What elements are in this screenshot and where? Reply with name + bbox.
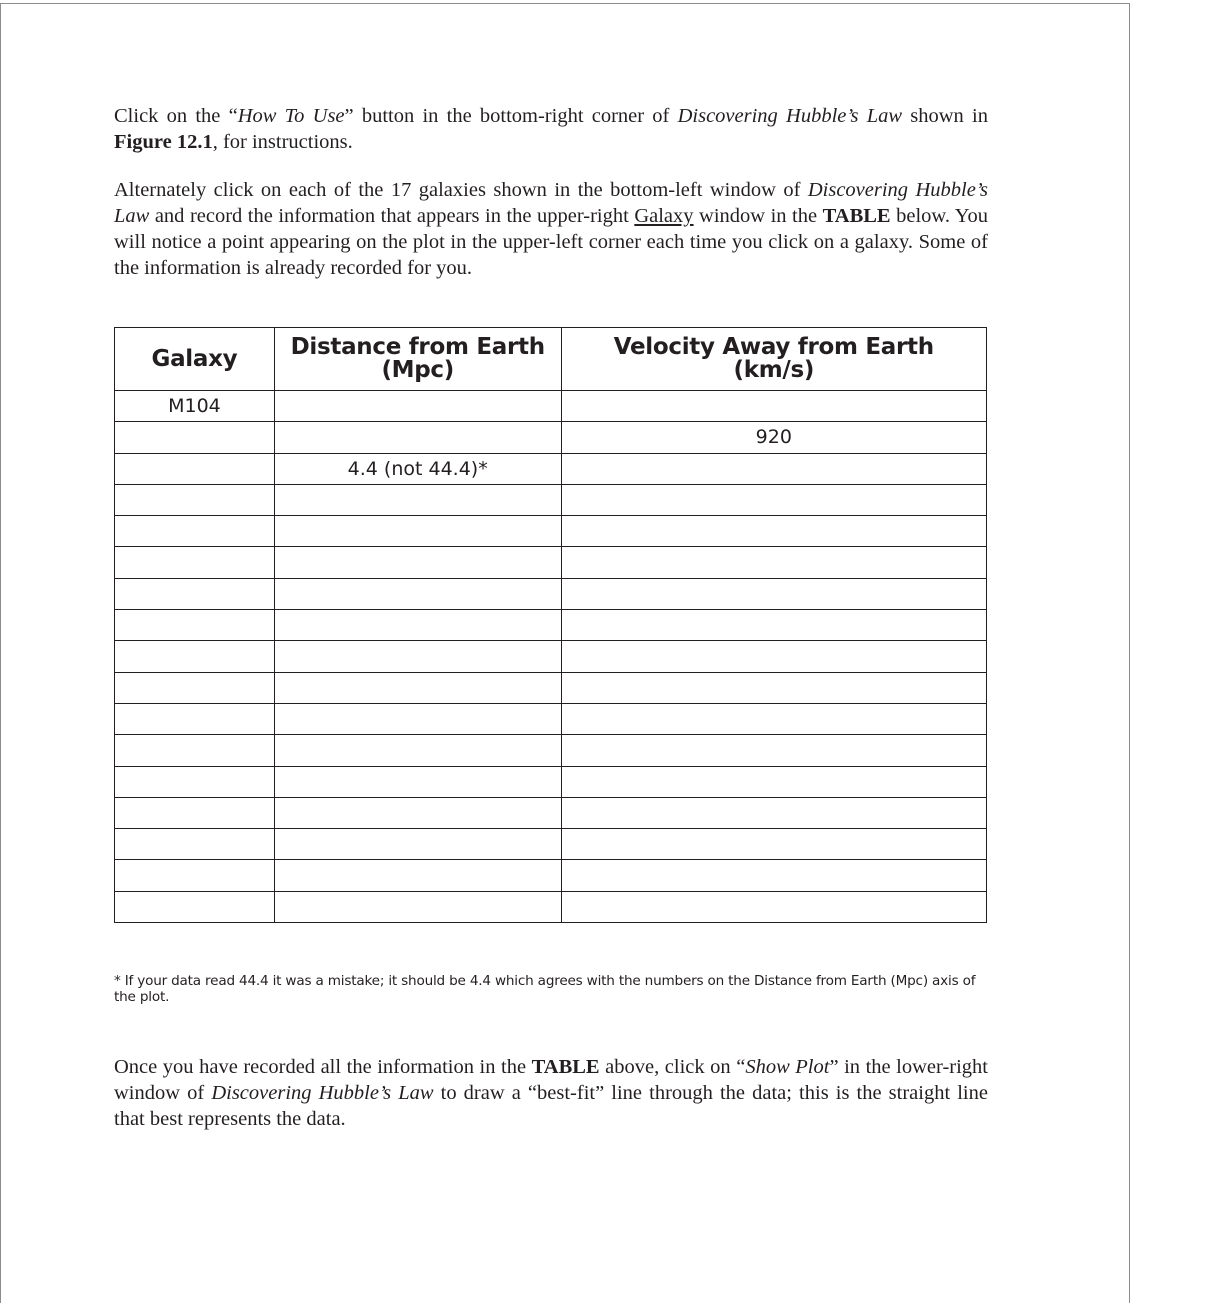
footnote: * If your data read 44.4 it was a mistake; it should be 4.4 which agrees with the numbers on the Distance from Earth (Mpc) axis of the plot. bbox=[114, 973, 976, 1005]
header-galaxy: Galaxy bbox=[115, 328, 275, 391]
cell-galaxy: M104 bbox=[115, 391, 275, 422]
cell-distance bbox=[274, 547, 561, 578]
cell-galaxy bbox=[115, 766, 275, 797]
table-row bbox=[115, 516, 987, 547]
cell-distance bbox=[274, 672, 561, 703]
galaxy-data-table bbox=[114, 327, 987, 923]
cell-velocity bbox=[561, 516, 986, 547]
table-row bbox=[115, 391, 987, 422]
table-row bbox=[115, 766, 987, 797]
cell-velocity bbox=[561, 766, 986, 797]
table-row bbox=[115, 610, 987, 641]
cell-distance: 4.4 (not 44.4)* bbox=[274, 453, 561, 484]
cell-velocity bbox=[561, 672, 986, 703]
cell-galaxy bbox=[115, 422, 275, 453]
cell-velocity bbox=[561, 703, 986, 734]
cell-galaxy bbox=[115, 516, 275, 547]
cell-galaxy bbox=[115, 672, 275, 703]
cell-velocity: 920 bbox=[561, 422, 986, 453]
cell-velocity bbox=[561, 453, 986, 484]
cell-velocity bbox=[561, 547, 986, 578]
cell-velocity bbox=[561, 891, 986, 922]
header-velocity: Velocity Away from Earth (km/s) bbox=[561, 328, 986, 391]
cell-velocity bbox=[561, 641, 986, 672]
cell-distance bbox=[274, 829, 561, 860]
cell-velocity bbox=[561, 829, 986, 860]
header-distance: Distance from Earth (Mpc) bbox=[274, 328, 561, 391]
table-row bbox=[115, 735, 987, 766]
table-row bbox=[115, 891, 987, 922]
cell-galaxy bbox=[115, 610, 275, 641]
cell-velocity bbox=[561, 578, 986, 609]
cell-velocity bbox=[561, 860, 986, 891]
cell-galaxy bbox=[115, 829, 275, 860]
cell-distance bbox=[274, 610, 561, 641]
cell-galaxy bbox=[115, 797, 275, 828]
instructions-paragraph-3: Once you have recorded all the information in the TABLE above, click on “Show Plot” in the lower-right window of Discovering Hubble’s Law to draw a “best-fit” line through the data; this is the straight line that best represents the data. bbox=[114, 1056, 988, 1130]
cell-distance bbox=[274, 391, 561, 422]
cell-galaxy bbox=[115, 735, 275, 766]
cell-galaxy bbox=[115, 453, 275, 484]
cell-galaxy bbox=[115, 547, 275, 578]
document-page bbox=[0, 3, 1130, 1303]
table-row bbox=[115, 578, 987, 609]
table-row bbox=[115, 672, 987, 703]
cell-distance bbox=[274, 860, 561, 891]
cell-distance bbox=[274, 797, 561, 828]
table-row bbox=[115, 422, 987, 453]
cell-distance bbox=[274, 766, 561, 797]
cell-distance bbox=[274, 484, 561, 515]
table-row bbox=[115, 703, 987, 734]
instructions-paragraph-1: Click on the “How To Use” button in the bottom-right corner of Discovering Hubble’s Law shown in Figure 12.1, for instructions. bbox=[114, 105, 988, 153]
cell-distance bbox=[274, 703, 561, 734]
cell-velocity bbox=[561, 735, 986, 766]
table-header-row bbox=[115, 328, 987, 391]
cell-galaxy bbox=[115, 578, 275, 609]
cell-velocity bbox=[561, 797, 986, 828]
cell-distance bbox=[274, 516, 561, 547]
cell-galaxy bbox=[115, 860, 275, 891]
table-row bbox=[115, 829, 987, 860]
cell-distance bbox=[274, 578, 561, 609]
table-row bbox=[115, 547, 987, 578]
table-row bbox=[115, 860, 987, 891]
cell-distance bbox=[274, 891, 561, 922]
cell-galaxy bbox=[115, 703, 275, 734]
cell-galaxy bbox=[115, 484, 275, 515]
instructions-paragraph-2: Alternately click on each of the 17 galaxies shown in the bottom-left window of Discovering Hubble’s Law and record the information that appears in the upper-right Galaxy window in the TABLE below. You will notice a point appearing on the plot in the upper-left corner each time you click on a galaxy. Some of the information is already recorded for you. bbox=[114, 179, 989, 279]
cell-distance bbox=[274, 422, 561, 453]
table-row bbox=[115, 453, 987, 484]
cell-galaxy bbox=[115, 641, 275, 672]
cell-velocity bbox=[561, 484, 986, 515]
cell-velocity bbox=[561, 610, 986, 641]
cell-distance bbox=[274, 735, 561, 766]
table-row bbox=[115, 484, 987, 515]
table-row bbox=[115, 641, 987, 672]
cell-galaxy bbox=[115, 891, 275, 922]
table-row bbox=[115, 797, 987, 828]
cell-distance bbox=[274, 641, 561, 672]
cell-velocity bbox=[561, 391, 986, 422]
